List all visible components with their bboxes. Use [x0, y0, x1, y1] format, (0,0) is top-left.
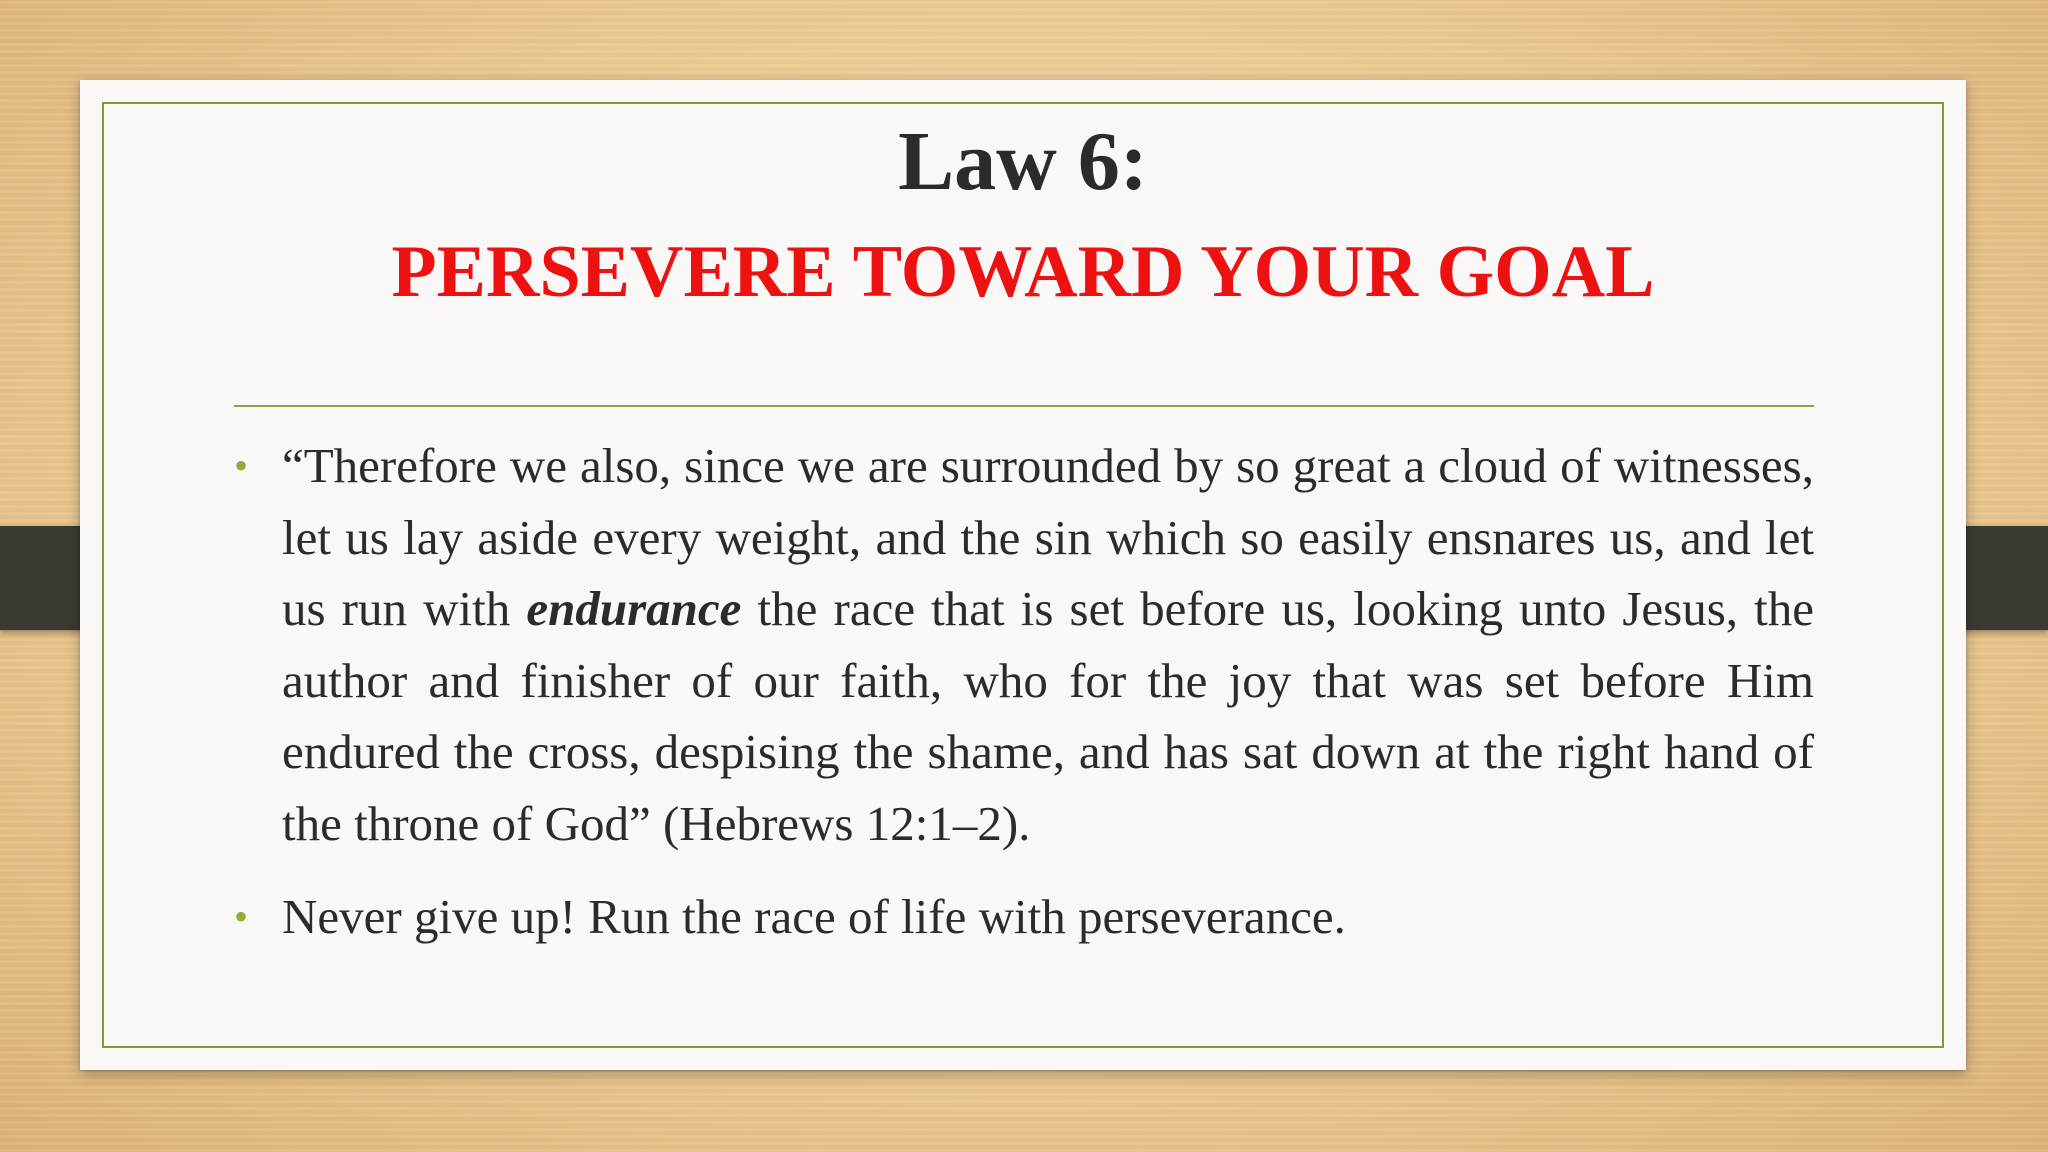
bullet-list [234, 430, 1814, 953]
bullet-exhortation [234, 881, 1814, 953]
exhortation-text: Never give up! Run the race of life with perseverance. [282, 889, 1346, 944]
title-divider [234, 405, 1814, 407]
bullet-scripture [234, 430, 1814, 859]
bullet-dot-icon: • [234, 894, 249, 939]
scripture-text-before: “Therefore we also, since we are surrounded by so great a cloud of witnesses, let us lay aside every weight, and the sin which so easily ensnares us, and let us run with [282, 438, 1814, 636]
scripture-emphasis: endurance [526, 581, 742, 636]
scripture-text-after: the race that is set before us, looking unto Jesus, the author and finisher of our faith, who for the joy that was set before Him endured the cross, despising the shame, and has sat down at the right hand of the throne of God” (Hebrews 12:1–2). [282, 581, 1815, 851]
slide-subtitle: PERSEVERE TOWARD YOUR GOAL [391, 231, 1655, 313]
slide-title: Law 6: [898, 115, 1148, 208]
bullet-dot-icon: • [234, 443, 249, 488]
slide-card [80, 80, 1966, 1070]
